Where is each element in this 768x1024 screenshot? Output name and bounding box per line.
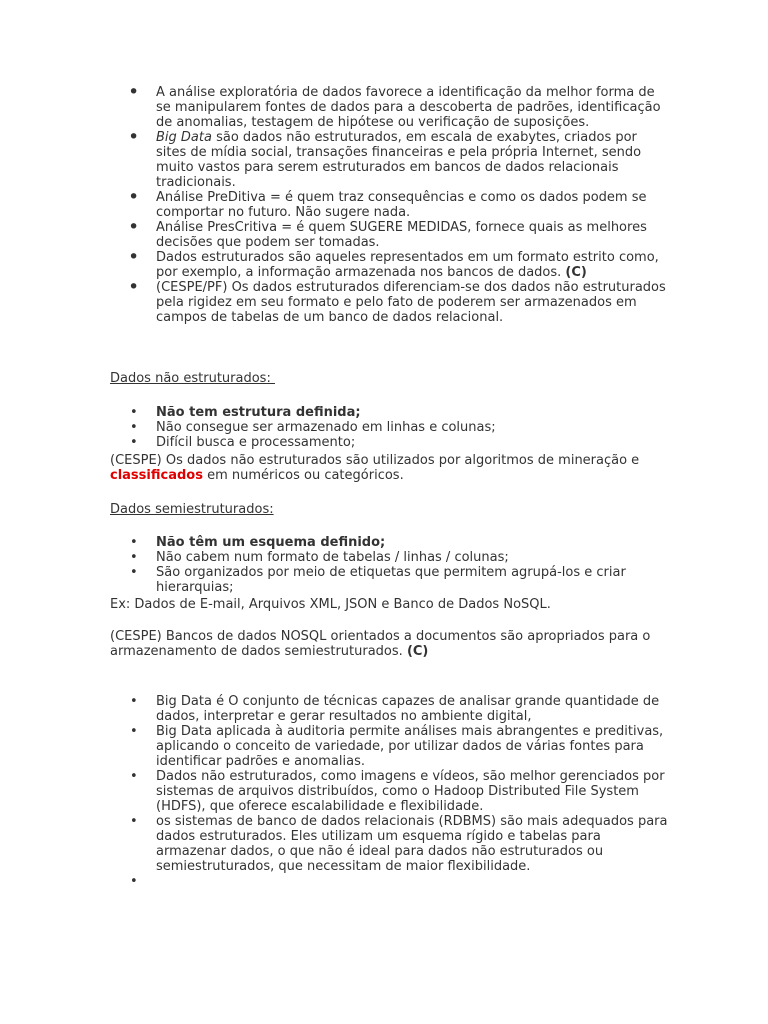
list-item: • Big Data são dados não estruturados, em escala de exabytes, criados por sites de mídia social, transações financeiras e pela própria Internet, sendo muito vastos para serem estruturados em bancos de dados relacionais tradicionais. (110, 130, 670, 190)
section-semistructured (110, 502, 670, 659)
list-item: • Não cabem num formato de tabelas / linhas / colunas; (110, 550, 670, 565)
list-item: • Difícil busca e processamento; (110, 435, 670, 450)
unstructured-list (0, 405, 670, 450)
cespe-note: (CESPE) Os dados não estruturados são utilizados por algoritmos de mineração e classificados em numéricos ou categóricos. (110, 453, 640, 483)
list-item: • Não tem estrutura definida; (110, 405, 670, 420)
section-title: Dados não estruturados: (110, 371, 275, 386)
section-unstructured (110, 371, 670, 483)
cespe-note: (CESPE) Bancos de dados NOSQL orientados a documentos são apropriados para o armazenamento de dados semiestruturados. (C) (110, 629, 651, 659)
list-item: • Análise PresCritiva = é quem SUGERE MEDIDAS, fornece quais as melhores decisões que podem ser tomadas. (110, 220, 670, 250)
section-title: Dados semiestruturados: (110, 502, 274, 517)
list-item: • Big Data aplicada à auditoria permite análises mais abrangentes e preditivas, aplicando o conceito de variedade, por utilizar dados de várias fontes para identificar padrões e anomalias. (110, 724, 670, 769)
list-item: • Não consegue ser armazenado em linhas e colunas; (110, 420, 670, 435)
list-item: • os sistemas de banco de dados relacionais (RDBMS) são mais adequados para dados estruturados. Eles utilizam um esquema rígido e tabelas para armazenar dados, o que não é ideal para dados não estruturados ou semiestruturados, que necessitam de maior flexibilidade. (110, 814, 670, 874)
list-item: • Análise PreDitiva = é quem traz consequências e como os dados podem se comportar no futuro. Não sugere nada. (110, 190, 670, 220)
list-item: • A análise exploratória de dados favorece a identificação da melhor forma de se manipularem fontes de dados para a descoberta de padrões, identificação de anomalias, testagem de hipótese ou verificação de suposições. (110, 85, 670, 130)
list-item: • Big Data é O conjunto de técnicas capazes de analisar grande quantidade de dados, interpretar e gerar resultados no ambiente digital, (110, 694, 670, 724)
list-item: • Dados estruturados são aqueles representados em um formato estrito como, por exemplo, a informação armazenada nos bancos de dados. (C) (110, 250, 670, 280)
list-item: • Não têm um esquema definido; (110, 535, 670, 550)
list-item: • São organizados por meio de etiquetas que permitem agrupá-los e criar hierarquias; (110, 565, 670, 595)
bigdata-bullet-list (110, 694, 670, 889)
list-item: • Dados não estruturados, como imagens e vídeos, são melhor gerenciados por sistemas de arquivos distribuídos, como o Hadoop Distributed File System (HDFS), que oferece escalabilidade e flexibilidade. (110, 769, 670, 814)
list-item: • (CESPE/PF) Os dados estruturados diferenciam-se dos dados não estruturados pela rigidez em seu formato e pelo fato de poderem ser armazenados em campos de tabelas de um banco de dados relacional. (110, 280, 670, 325)
intro-bullet-list (110, 85, 670, 325)
list-item (110, 874, 670, 889)
example-line: Ex: Dados de E-mail, Arquivos XML, JSON e Banco de Dados NoSQL. (110, 597, 551, 612)
semistructured-list (0, 535, 670, 595)
